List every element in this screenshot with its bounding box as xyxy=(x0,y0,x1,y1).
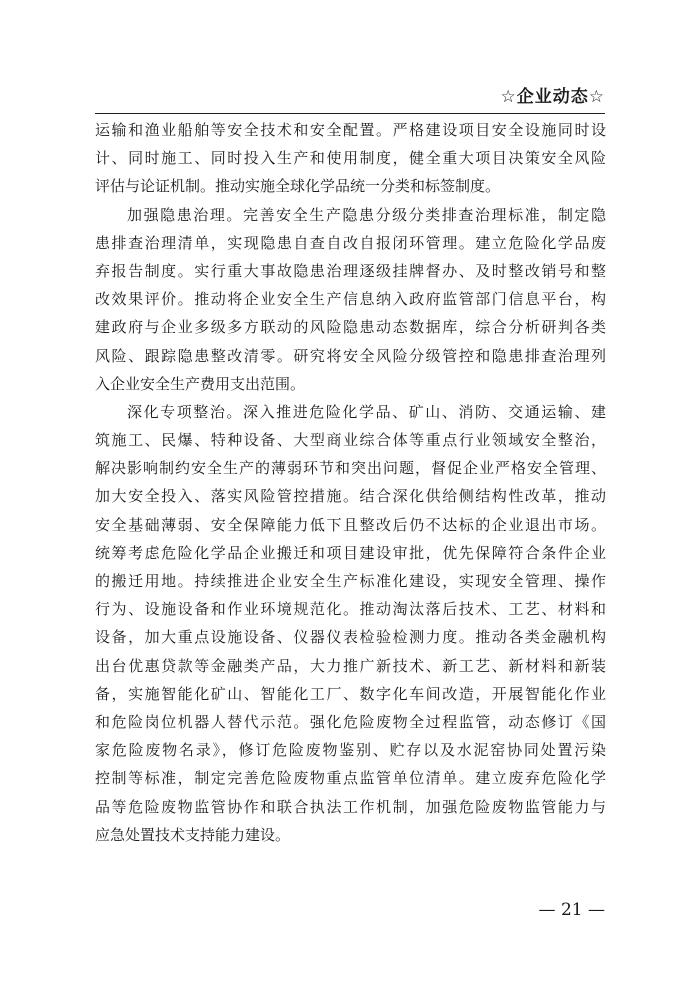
document-body xyxy=(95,116,606,849)
text-line: 加强隐患治理。完善安全生产隐患分级分类排查治理标准，制定隐 xyxy=(127,205,606,224)
text-line: 加大安全投入、落实风险管控措施。结合深化供给侧结构性改革，推动 xyxy=(95,487,606,506)
header-divider xyxy=(95,113,605,114)
paragraph xyxy=(95,398,606,849)
section-title: ☆企业动态☆ xyxy=(500,87,605,107)
text-line: 运输和渔业船舶等安全技术和安全配置。严格建设项目安全设施同时设 xyxy=(95,121,606,139)
text-line: 建政府与企业多级多方联动的风险隐患动态数据库，综合分析研判各类 xyxy=(95,318,606,337)
text-line: 评估与论证机制。推动实施全球化学品统一分类和标签制度。 xyxy=(95,177,501,196)
text-line: 风险、跟踪隐患整改清零。研究将安全风险分级管控和隐患排查治理列 xyxy=(95,346,606,365)
text-line: 备，实施智能化矿山、智能化工厂、数字化车间改造，开展智能化作业 xyxy=(95,684,606,703)
text-line: 弃报告制度。实行重大事故隐患治理逐级挂牌督办、及时整改销号和整 xyxy=(95,261,606,280)
text-line: 应急处置技术支持能力建设。 xyxy=(95,825,291,844)
text-line: 和危险岗位机器人替代示范。强化危险废物全过程监管，动态修订《国 xyxy=(95,712,606,731)
paragraph xyxy=(95,116,606,201)
text-line: 计、同时施工、同时投入生产和使用制度，健全重大项目决策安全风险 xyxy=(95,149,606,168)
text-line: 行为、设施设备和作业环境规范化。推动淘汰落后技术、工艺、材料和 xyxy=(95,600,606,619)
text-line: 的搬迁用地。持续推进企业安全生产标准化建设，实现安全管理、操作 xyxy=(95,572,606,590)
page-number: — 21 — xyxy=(538,900,605,920)
text-line: 家危险废物名录》，修订危险废物鉴别、贮存以及水泥窑协同处置污染 xyxy=(95,741,606,760)
paragraph xyxy=(95,201,606,398)
text-line: 安全基础薄弱、安全保障能力低下且整改后仍不达标的企业退出市场。 xyxy=(95,515,606,534)
text-line: 改效果评价。推动将企业安全生产信息纳入政府监管部门信息平台，构 xyxy=(95,290,606,309)
text-line: 设备，加大重点设施设备、仪器仪表检验检测力度。推动各类金融机构 xyxy=(95,628,606,647)
text-line: 筑施工、民爆、特种设备、大型商业综合体等重点行业领域安全整治， xyxy=(95,431,606,450)
text-line: 入企业安全生产费用支出范围。 xyxy=(95,374,306,393)
text-line: 解决影响制约安全生产的薄弱环节和突出问题，督促企业严格安全管理、 xyxy=(95,459,606,478)
text-line: 控制等标准，制定完善危险废物重点监管单位清单。建立废弃危险化学 xyxy=(95,769,606,788)
text-line: 患排查治理清单，实现隐患自查自改自报闭环管理。建立危险化学品废 xyxy=(95,233,606,252)
text-line: 品等危险废物监管协作和联合执法工作机制，加强危险废物监管能力与 xyxy=(95,797,606,816)
text-line: 统筹考虑危险化学品企业搬迁和项目建设审批，优先保障符合条件企业 xyxy=(95,543,606,562)
text-line: 出台优惠贷款等金融类产品，大力推广新技术、新工艺、新材料和新装 xyxy=(95,656,606,675)
text-line: 深化专项整治。深入推进危险化学品、矿山、消防、交通运输、建 xyxy=(127,402,606,421)
page-header xyxy=(95,76,605,112)
